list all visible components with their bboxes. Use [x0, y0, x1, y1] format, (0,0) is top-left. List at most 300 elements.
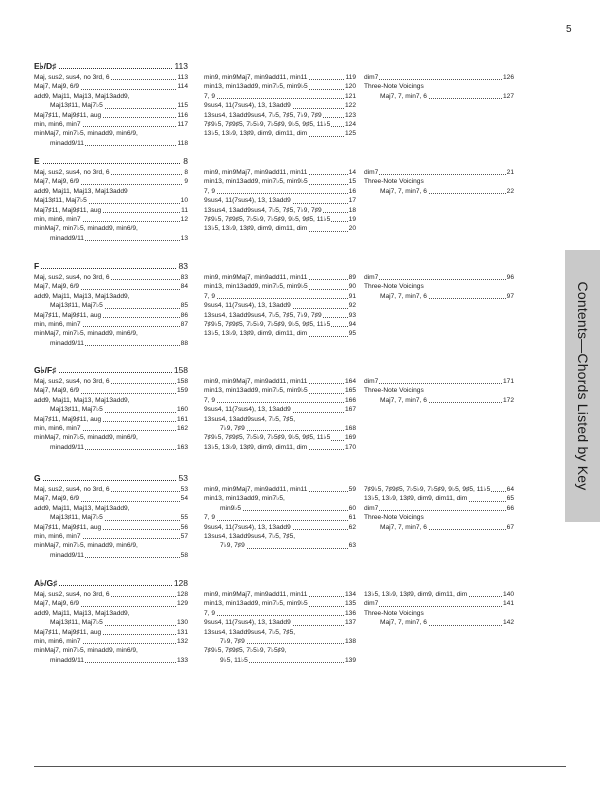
entry-page-number: 134: [344, 591, 356, 598]
entry-label: dim7: [364, 74, 379, 81]
toc-entry[interactable]: [204, 329, 356, 338]
entry-label: 13♭5, 13♭9, 13♯9, dim9, dim11, dim: [204, 443, 308, 451]
toc-entry[interactable]: [364, 599, 514, 608]
toc-entry[interactable]: [364, 73, 514, 82]
toc-entry[interactable]: [34, 405, 188, 414]
entry-page-number: 114: [177, 83, 188, 91]
entry-page-number: 170: [344, 443, 356, 451]
entry-label: 13♭5, 13♭9, 13♯9, dim9, dim11, dim: [204, 330, 308, 338]
entry-label: 9sus4, 11(7sus4), 13, 13add9: [204, 406, 291, 414]
bottom-rule: [34, 766, 566, 767]
entry-label: 7, 9: [204, 292, 215, 300]
entry-page-number: 97: [506, 292, 514, 300]
subheading: [364, 82, 514, 91]
toc-entry[interactable]: [34, 215, 188, 224]
toc-entry[interactable]: [34, 541, 188, 550]
entry-page-number: 67: [506, 523, 514, 531]
toc-entry[interactable]: [204, 494, 356, 503]
toc-entry[interactable]: [204, 424, 356, 433]
entry-label: Three-Note Voicings: [364, 283, 424, 291]
entry-label: Maj, sus2, sus4, no 3rd, 6: [34, 169, 110, 176]
entry-page-number: 125: [344, 130, 356, 138]
entry-label: Maj7, 7, min7, 6: [380, 187, 427, 195]
subheading: [364, 386, 514, 395]
entry-page-number: 96: [506, 274, 514, 281]
entry-page-number: 13: [180, 234, 188, 242]
entry-label: 13♭5, 13♭9, 13♯9, dim9, dim11, dim: [204, 130, 308, 138]
key-name: G: [34, 473, 41, 483]
entry-label: min13, min13add9, min7♭5,: [204, 495, 285, 503]
entry-page-number: 119: [345, 74, 356, 81]
entry-column: [34, 377, 188, 452]
toc-entry[interactable]: [34, 311, 188, 320]
entry-column: [204, 168, 356, 234]
key-page-number: 113: [174, 61, 188, 71]
entry-label: Maj13♯11, Maj7♭5: [50, 102, 103, 110]
toc-entry[interactable]: [364, 485, 514, 494]
entry-column: [364, 590, 514, 628]
entry-page-number: 87: [180, 320, 188, 328]
toc-entry[interactable]: [34, 329, 188, 338]
entry-label: Maj13♯11, Maj7♭5: [50, 406, 103, 414]
toc-entry[interactable]: [204, 415, 356, 424]
dot-leader: [364, 510, 514, 511]
entry-page-number: 66: [506, 504, 514, 512]
entry-page-number: 161: [176, 415, 188, 423]
toc-entry[interactable]: [204, 405, 356, 414]
toc-entry[interactable]: [204, 177, 356, 186]
key-heading[interactable]: [34, 577, 188, 589]
toc-entry[interactable]: [364, 187, 514, 196]
entry-column: [364, 168, 514, 196]
toc-entry[interactable]: [34, 273, 188, 282]
entry-label: min9♭5: [220, 504, 242, 512]
toc-entry[interactable]: [204, 129, 356, 138]
entry-page-number: 65: [506, 495, 514, 503]
entry-page-number: 159: [176, 387, 188, 395]
entry-label: dim7: [364, 274, 379, 281]
entry-label: 13♭5, 13♭9, 13♯9, dim9, dim11, dim: [364, 495, 468, 503]
toc-entry[interactable]: [364, 590, 514, 599]
toc-entry[interactable]: [34, 206, 188, 215]
entry-label: add9, Maj11, Maj13, Maj13add9,: [34, 609, 130, 617]
entry-label: Maj7♯11, Maj9♯11, aug: [34, 415, 102, 423]
entry-page-number: 14: [348, 169, 356, 176]
entry-label: min13, min13add9, min7♭5, min9♭5: [204, 283, 308, 291]
entry-label: Maj7♯11, Maj9♯11, aug: [34, 206, 102, 214]
toc-entry[interactable]: [204, 443, 356, 452]
entry-column: [204, 273, 356, 339]
key-page-number: 128: [173, 578, 188, 588]
dot-leader: [364, 383, 514, 384]
entry-page-number: 171: [502, 378, 514, 385]
key-heading[interactable]: [34, 260, 188, 272]
entry-page-number: 142: [502, 619, 514, 627]
dot-leader: [204, 193, 356, 194]
entry-label: 9sus4, 11(7sus4), 13, 13add9: [204, 523, 291, 531]
toc-entry[interactable]: [34, 637, 188, 646]
toc-entry[interactable]: [34, 656, 188, 665]
entry-label: min, min6, min7: [34, 320, 81, 328]
toc-entry[interactable]: [204, 485, 356, 494]
entry-page-number: 84: [180, 283, 188, 291]
toc-entry[interactable]: [204, 618, 356, 627]
toc-entry[interactable]: [204, 609, 356, 618]
entry-label: 7, 9: [204, 514, 215, 522]
entry-page-number: 53: [180, 486, 188, 493]
toc-entry[interactable]: [34, 433, 188, 442]
toc-entry[interactable]: [204, 311, 356, 320]
entry-column: [364, 485, 514, 532]
toc-entry[interactable]: [204, 656, 356, 665]
entry-page-number: 140: [502, 591, 514, 598]
entry-label: 13sus4, 13add9sus4, 7♭5, 7♯5,: [204, 628, 296, 636]
entry-label: minadd9/11: [50, 551, 84, 559]
key-heading[interactable]: [34, 364, 188, 376]
entry-page-number: 19: [348, 215, 356, 223]
entry-label: add9, Maj11, Maj13, Maj13add9,: [34, 396, 130, 404]
dot-leader: [364, 79, 514, 80]
toc-entry[interactable]: [204, 377, 356, 386]
entry-page-number: 10: [180, 197, 188, 205]
entry-label: Maj, sus2, sus4, no 3rd, 6: [34, 378, 110, 385]
entry-page-number: 164: [344, 378, 356, 385]
toc-entry[interactable]: [34, 415, 188, 424]
entry-page-number: 91: [348, 292, 356, 300]
toc-entry[interactable]: [204, 273, 356, 282]
entry-label: min9, min9Maj7, min9add11, min11: [204, 378, 308, 385]
entry-label: 9sus4, 11(7sus4), 13, 13add9: [204, 197, 291, 205]
toc-entry[interactable]: [204, 101, 356, 110]
entry-label: min13, min13add9, min7♭5, min9♭5: [204, 387, 308, 395]
entry-label: Maj, sus2, sus4, no 3rd, 6: [34, 74, 110, 81]
toc-entry[interactable]: [34, 646, 188, 655]
toc-entry[interactable]: [204, 168, 356, 177]
entry-page-number: 57: [180, 532, 188, 540]
entry-page-number: 56: [180, 523, 188, 531]
toc-entry[interactable]: [204, 224, 356, 233]
key-heading[interactable]: [34, 60, 188, 72]
entry-label: 9sus4, 11(7sus4), 13, 13add9: [204, 619, 291, 627]
entry-label: Maj7, 7, min7, 6: [380, 619, 427, 627]
entry-page-number: 64: [506, 486, 514, 493]
entry-label: Maj, sus2, sus4, no 3rd, 6: [34, 486, 110, 493]
entry-page-number: 123: [344, 111, 356, 119]
entry-label: minadd9/11: [50, 234, 84, 242]
toc-entry[interactable]: [34, 396, 188, 405]
toc-entry[interactable]: [364, 273, 514, 282]
entry-page-number: 22: [506, 187, 514, 195]
entry-page-number: 128: [176, 591, 188, 598]
toc-entry[interactable]: [204, 590, 356, 599]
toc-entry[interactable]: [34, 73, 188, 82]
toc-entry[interactable]: [34, 282, 188, 291]
entry-page-number: 117: [177, 120, 188, 128]
entry-column: [34, 485, 188, 560]
subheading: [364, 609, 514, 618]
entry-page-number: 137: [344, 619, 356, 627]
entry-page-number: 131: [176, 628, 188, 636]
entry-page-number: 18: [348, 206, 356, 214]
subheading: [364, 513, 514, 522]
entry-page-number: 166: [344, 396, 356, 404]
toc-entry[interactable]: [204, 196, 356, 205]
key-heading[interactable]: [34, 472, 188, 484]
toc-entry[interactable]: [34, 551, 188, 560]
entry-page-number: 136: [344, 609, 356, 617]
toc-entry[interactable]: [34, 168, 188, 177]
entry-label: Maj7, Maj9, 6/9: [34, 387, 80, 395]
entry-column: [364, 273, 514, 301]
entry-label: Maj7♯11, Maj9♯11, aug: [34, 628, 102, 636]
entry-column: [34, 168, 188, 243]
entry-label: min9, min9Maj7, min9add11, min11: [204, 74, 308, 81]
entry-page-number: 129: [176, 600, 188, 608]
toc-entry[interactable]: [364, 618, 514, 627]
toc-entry[interactable]: [34, 139, 188, 148]
entry-page-number: 55: [180, 514, 188, 522]
key-page-number: 8: [183, 156, 188, 166]
toc-entry[interactable]: [34, 339, 188, 348]
entry-label: Maj13♯11, Maj7♭5: [50, 619, 103, 627]
entry-label: 7, 9: [204, 187, 215, 195]
entry-label: 13sus4, 13add9sus4, 7♭5, 7♯5,: [204, 415, 296, 423]
entry-label: 7♯9♭5, 7♯9♯5, 7♭5♭9, 7♭5♯9, 9♭5, 9♯5, 11♭5: [204, 320, 331, 328]
toc-entry[interactable]: [204, 73, 356, 82]
entry-label: Maj13♯11, Maj7♭5: [50, 302, 103, 310]
toc-entry[interactable]: [204, 282, 356, 291]
entry-page-number: 17: [348, 197, 356, 205]
dot-leader: [204, 402, 356, 403]
toc-entry[interactable]: [204, 599, 356, 608]
entry-label: 7♭9, 7♯9: [220, 542, 245, 550]
entry-label: 13sus4, 13add9sus4, 7♭5, 7♯5,: [204, 532, 296, 540]
entry-page-number: 118: [177, 139, 188, 147]
entry-page-number: 20: [348, 225, 356, 233]
entry-page-number: 162: [176, 424, 188, 432]
toc-entry[interactable]: [34, 187, 188, 196]
toc-entry[interactable]: [204, 541, 356, 550]
toc-entry[interactable]: [204, 82, 356, 91]
entry-label: Maj13♯11, Maj7♭5: [34, 197, 87, 205]
toc-entry[interactable]: [364, 92, 514, 101]
entry-label: Maj7, 7, min7, 6: [380, 92, 427, 100]
entry-label: Maj7, Maj9, 6/9: [34, 495, 80, 503]
toc-entry[interactable]: [34, 196, 188, 205]
toc-entry[interactable]: [204, 215, 356, 224]
entry-label: add9, Maj11, Maj13, Maj13add9,: [34, 292, 130, 300]
toc-entry[interactable]: [204, 396, 356, 405]
entry-page-number: 141: [502, 600, 514, 608]
toc-entry[interactable]: [34, 590, 188, 599]
entry-column: [34, 73, 188, 148]
key-heading[interactable]: [34, 155, 188, 167]
toc-entry[interactable]: [34, 532, 188, 541]
entry-label: Maj, sus2, sus4, no 3rd, 6: [34, 274, 110, 281]
toc-entry[interactable]: [204, 646, 356, 655]
entry-label: 7♯9♭5, 7♯9♯5, 7♭5♭9, 7♭5♯9,: [204, 647, 287, 655]
dot-leader: [204, 520, 356, 521]
entry-page-number: 122: [344, 102, 356, 110]
entry-label: 7♭9, 7♯9: [220, 637, 245, 645]
entry-page-number: 8: [184, 169, 188, 176]
toc-entry[interactable]: [34, 377, 188, 386]
entry-label: dim7: [364, 600, 379, 608]
toc-entry[interactable]: [204, 628, 356, 637]
toc-entry[interactable]: [34, 129, 188, 138]
entry-label: Maj7, Maj9, 6/9: [34, 283, 80, 291]
entry-column: [204, 485, 356, 551]
toc-entry[interactable]: [34, 111, 188, 120]
entry-page-number: 58: [180, 551, 188, 559]
entry-page-number: 92: [348, 302, 356, 310]
toc-entry[interactable]: [204, 637, 356, 646]
entry-page-number: 11: [181, 206, 188, 214]
entry-label: 13sus4, 13add9sus4, 7♭5, 7♯5, 7♭9, 7♯9: [204, 111, 322, 119]
toc-entry[interactable]: [204, 292, 356, 301]
entry-label: 7♯9♭5, 7♯9♯5, 7♭5♭9, 7♭5♯9, 9♭5, 9♯5, 11♭5: [364, 486, 491, 493]
entry-label: 7♯9♭5, 7♯9♯5, 7♭5♭9, 7♭5♯9, 9♭5, 9♯5, 11♭5: [204, 120, 331, 128]
entry-label: dim7: [364, 504, 379, 512]
dot-leader: [364, 279, 514, 280]
entry-label: Maj7, 7, min7, 6: [380, 396, 427, 404]
entry-page-number: 15: [348, 178, 356, 186]
toc-entry[interactable]: [34, 424, 188, 433]
entry-label: Maj7, Maj9, 6/9: [34, 178, 80, 186]
toc-entry[interactable]: [34, 101, 188, 110]
entry-label: minMaj7, min7♭5, minadd9, min6/9,: [34, 330, 138, 338]
entry-page-number: 113: [177, 74, 188, 81]
toc-entry[interactable]: [204, 187, 356, 196]
toc-entry[interactable]: [204, 532, 356, 541]
entry-label: Maj7, Maj9, 6/9: [34, 83, 80, 91]
dot-leader: [204, 98, 356, 99]
toc-entry[interactable]: [34, 301, 188, 310]
entry-label: 7, 9: [204, 396, 215, 404]
entry-label: 7♯9♭5, 7♯9♯5, 7♭5♭9, 7♭5♯9, 9♭5, 9♯5, 11♭5: [204, 215, 331, 223]
toc-entry[interactable]: [34, 386, 188, 395]
toc-entry[interactable]: [34, 443, 188, 452]
toc-entry[interactable]: [34, 628, 188, 637]
toc-entry[interactable]: [34, 599, 188, 608]
toc-entry[interactable]: [364, 292, 514, 301]
toc-entry[interactable]: [34, 82, 188, 91]
entry-page-number: 16: [348, 187, 356, 195]
toc-entry[interactable]: [204, 513, 356, 522]
entry-label: min13, min13add9, min7♭5, min9♭5: [204, 178, 308, 186]
entry-label: Maj7♯11, Maj9♯11, aug: [34, 111, 102, 119]
entry-page-number: 60: [348, 504, 356, 512]
entry-label: minadd9/11: [50, 443, 84, 451]
toc-entry[interactable]: [204, 92, 356, 101]
toc-entry[interactable]: [204, 504, 356, 513]
entry-label: min9, min9Maj7, min9add11, min11: [204, 274, 308, 281]
toc-entry[interactable]: [34, 485, 188, 494]
key-name: F: [34, 261, 40, 271]
entry-page-number: 9: [184, 178, 188, 186]
entry-page-number: 116: [177, 111, 188, 119]
toc-entry[interactable]: [34, 523, 188, 532]
toc-entry[interactable]: [34, 618, 188, 627]
entry-column: [34, 590, 188, 665]
toc-entry[interactable]: [34, 504, 188, 513]
key-name: E♭/D♯: [34, 61, 57, 71]
entry-label: 9sus4, 11(7sus4), 13, 13add9: [204, 102, 291, 110]
entry-page-number: 158: [176, 378, 188, 385]
entry-label: minadd9/11: [50, 656, 84, 664]
toc-entry[interactable]: [34, 234, 188, 243]
entry-label: minadd9/11: [50, 339, 84, 347]
entry-page-number: 12: [180, 215, 188, 223]
toc-entry[interactable]: [364, 504, 514, 513]
entry-label: min13, min13add9, min7♭5, min9♭5: [204, 83, 308, 91]
toc-entry[interactable]: [204, 386, 356, 395]
toc-entry[interactable]: [34, 177, 188, 186]
entry-page-number: 59: [348, 486, 356, 493]
entry-label: add9, Maj11, Maj13, Maj13add9,: [34, 92, 130, 100]
entry-column: [364, 73, 514, 101]
entry-column: [204, 590, 356, 665]
entry-page-number: 126: [502, 74, 514, 81]
entry-page-number: 86: [180, 311, 188, 319]
entry-page-number: 135: [344, 600, 356, 608]
toc-entry[interactable]: [204, 433, 356, 442]
toc-entry[interactable]: [34, 609, 188, 618]
dot-leader: [364, 606, 514, 607]
toc-entry[interactable]: [34, 120, 188, 129]
subheading: [364, 177, 514, 186]
entry-page-number: 132: [176, 637, 188, 645]
toc-entry[interactable]: [34, 224, 188, 233]
entry-label: Three-Note Voicings: [364, 514, 424, 522]
dot-leader: [34, 163, 188, 164]
entry-page-number: 63: [348, 542, 356, 550]
entry-label: min, min6, min7: [34, 637, 81, 645]
entry-label: minMaj7, min7♭5, minadd9, min6/9,: [34, 647, 138, 655]
entry-page-number: 163: [176, 443, 188, 451]
toc-entry[interactable]: [34, 292, 188, 301]
entry-label: Three-Note Voicings: [364, 387, 424, 395]
toc-entry[interactable]: [204, 523, 356, 532]
toc-entry[interactable]: [204, 206, 356, 215]
entry-page-number: 165: [344, 387, 356, 395]
entry-label: 13♭5, 13♭9, 13♯9, dim9, dim11, dim: [204, 225, 308, 233]
toc-entry[interactable]: [34, 494, 188, 503]
toc-entry[interactable]: [204, 111, 356, 120]
toc-entry[interactable]: [204, 320, 356, 329]
toc-entry[interactable]: [34, 92, 188, 101]
toc-entry[interactable]: [364, 168, 514, 177]
toc-entry[interactable]: [204, 120, 356, 129]
toc-entry[interactable]: [34, 320, 188, 329]
entry-page-number: 138: [344, 637, 356, 645]
entry-label: Maj7, 7, min7, 6: [380, 292, 427, 300]
toc-entry[interactable]: [364, 494, 514, 503]
toc-entry[interactable]: [204, 301, 356, 310]
entry-label: dim7: [364, 169, 379, 176]
entry-page-number: 139: [344, 656, 356, 664]
entry-column: [204, 73, 356, 139]
entry-label: Maj13♯11, Maj7♭5: [50, 514, 103, 522]
entry-column: [364, 377, 514, 405]
entry-page-number: 83: [180, 274, 188, 281]
toc-entry[interactable]: [34, 513, 188, 522]
entry-label: 13sus4, 13add9sus4, 7♭5, 7♯5, 7♭9, 7♯9: [204, 311, 322, 319]
toc-entry[interactable]: [364, 396, 514, 405]
toc-entry[interactable]: [364, 377, 514, 386]
toc-entry[interactable]: [364, 523, 514, 532]
key-name: E: [34, 156, 40, 166]
